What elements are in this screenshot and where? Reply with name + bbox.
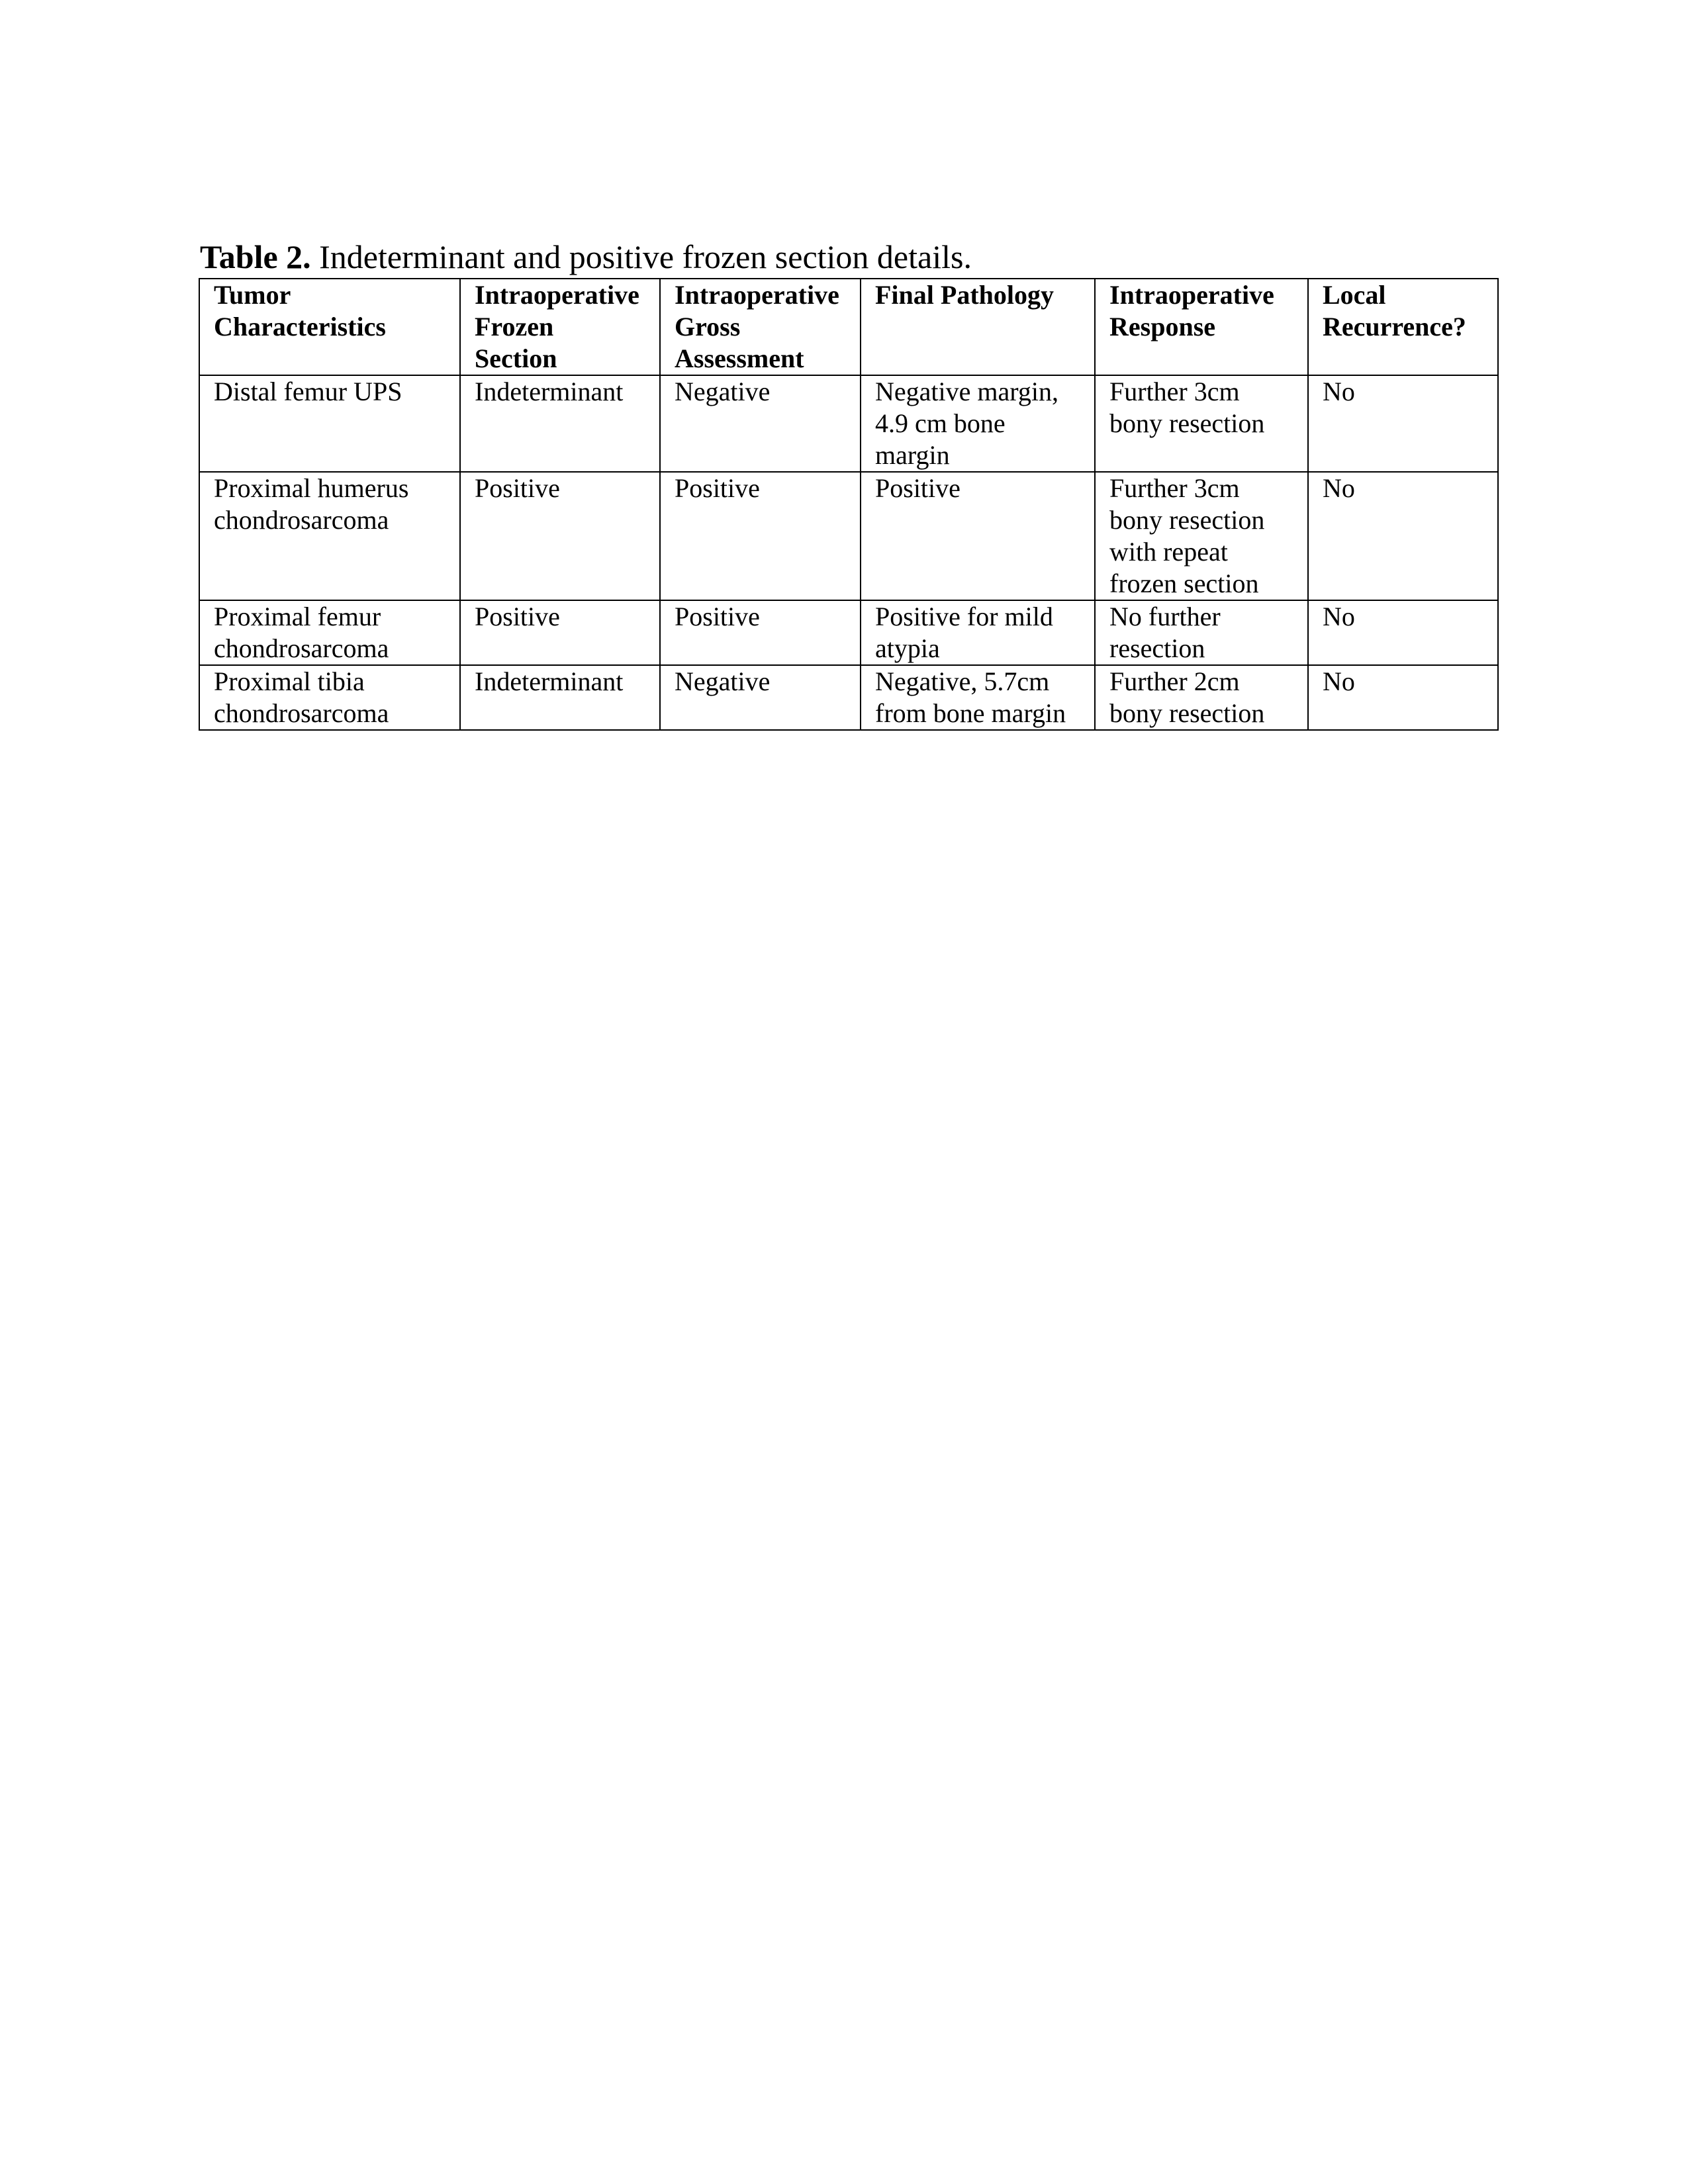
header-gross-assessment [660,279,861,375]
table-row [199,600,1498,665]
cell-line: No further [1109,602,1221,631]
header-line: Final Pathology [875,280,1055,310]
cell-local-recurrence [1308,600,1498,665]
cell-line: Proximal humerus [214,473,409,503]
cell-line: No [1323,602,1355,631]
table-caption-label: Table 2. [200,238,311,275]
header-line: Frozen [475,312,554,341]
cell-line: chondrosarcoma [214,633,389,663]
table-row [199,472,1498,600]
header-local-recurrence [1308,279,1498,375]
cell-line: No [1323,666,1355,696]
cell-line: bony resection [1109,408,1265,438]
header-frozen-section [460,279,660,375]
header-intraoperative-response [1095,279,1308,375]
cell-line: chondrosarcoma [214,505,389,535]
cell-intraoperative-response [1095,472,1308,600]
header-line: Response [1109,312,1216,341]
header-line: Recurrence? [1323,312,1466,341]
cell-final-pathology [861,665,1095,730]
cell-local-recurrence [1308,375,1498,472]
cell-intraoperative-response [1095,600,1308,665]
cell-line: Indeterminant [475,377,624,406]
cell-line: Negative margin, [875,377,1058,406]
table-row [199,375,1498,472]
cell-local-recurrence [1308,472,1498,600]
cell-frozen-section [460,600,660,665]
cell-line: Negative [675,666,771,696]
cell-frozen-section [460,375,660,472]
cell-line: atypia [875,633,940,663]
cell-gross-assessment [660,665,861,730]
header-line: Local [1323,280,1386,310]
cell-tumor-characteristics [199,665,460,730]
cell-intraoperative-response [1095,665,1308,730]
cell-tumor-characteristics [199,472,460,600]
cell-line: frozen section [1109,569,1259,598]
header-line: Gross [675,312,741,341]
cell-line: No [1323,377,1355,406]
cell-final-pathology [861,600,1095,665]
cell-gross-assessment [660,600,861,665]
table-header-row [199,279,1498,375]
cell-line: Positive [675,602,760,631]
header-tumor-characteristics [199,279,460,375]
cell-line: bony resection [1109,505,1265,535]
cell-frozen-section [460,665,660,730]
cell-line: with repeat [1109,537,1228,567]
cell-line: Negative, 5.7cm [875,666,1050,696]
cell-line: Indeterminant [475,666,624,696]
cell-line: Positive for mild [875,602,1053,631]
cell-line: resection [1109,633,1205,663]
cell-line: Further 3cm [1109,377,1240,406]
cell-line: 4.9 cm bone [875,408,1006,438]
table-caption-text: Indeterminant and positive frozen section details. [319,238,972,275]
cell-line: bony resection [1109,698,1265,728]
cell-line: chondrosarcoma [214,698,389,728]
cell-line: from bone margin [875,698,1066,728]
cell-line: Further 2cm [1109,666,1240,696]
cell-intraoperative-response [1095,375,1308,472]
cell-line: Proximal femur [214,602,381,631]
header-line: Intraoperative [675,280,839,310]
header-line: Intraoperative [1109,280,1274,310]
header-line: Assessment [675,343,804,373]
cell-line: Further 3cm [1109,473,1240,503]
frozen-section-table [199,278,1499,731]
cell-line: Positive [875,473,961,503]
cell-line: Positive [675,473,760,503]
table-caption [200,237,972,277]
cell-final-pathology [861,472,1095,600]
cell-line: Positive [475,602,560,631]
header-line: Intraoperative [475,280,639,310]
cell-line: Proximal tibia [214,666,365,696]
header-line: Tumor [214,280,291,310]
cell-line: Positive [475,473,560,503]
cell-tumor-characteristics [199,375,460,472]
cell-line: Distal femur UPS [214,377,402,406]
header-line: Section [475,343,557,373]
table-row [199,665,1498,730]
cell-line: Negative [675,377,771,406]
cell-tumor-characteristics [199,600,460,665]
cell-frozen-section [460,472,660,600]
cell-final-pathology [861,375,1095,472]
cell-line: No [1323,473,1355,503]
cell-gross-assessment [660,472,861,600]
cell-gross-assessment [660,375,861,472]
header-line: Characteristics [214,312,386,341]
header-final-pathology [861,279,1095,375]
cell-line: margin [875,440,950,470]
cell-local-recurrence [1308,665,1498,730]
